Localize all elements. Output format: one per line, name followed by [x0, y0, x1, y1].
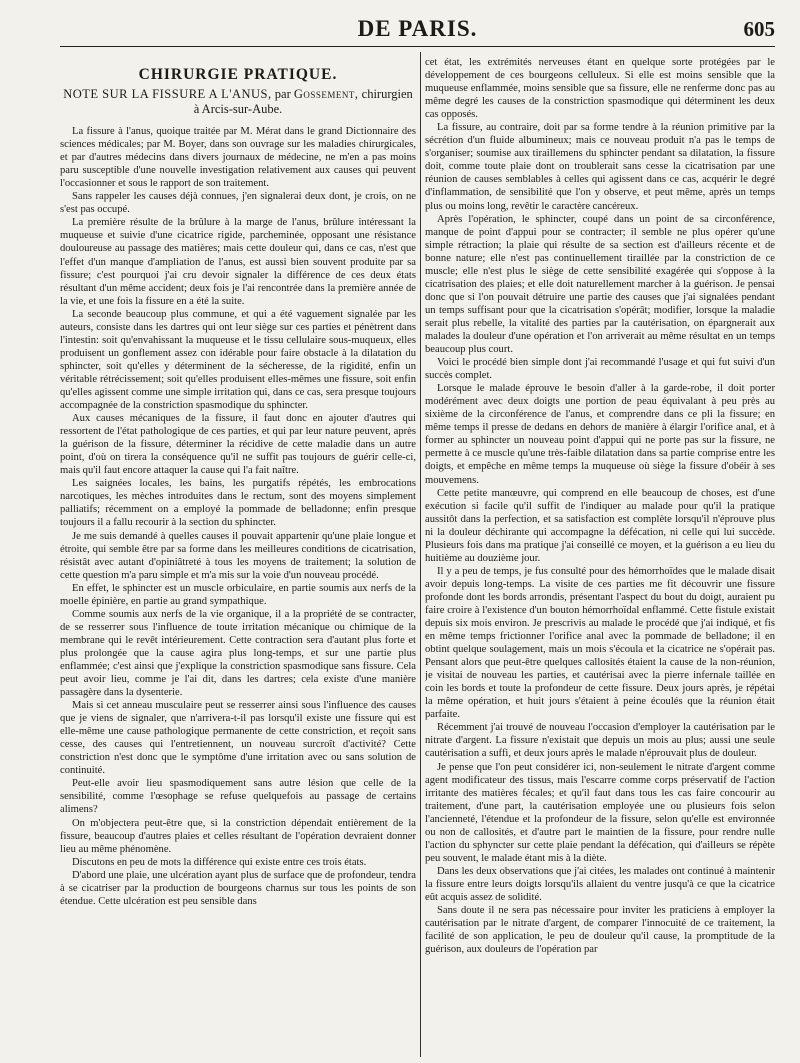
- column-rule: [420, 52, 421, 1057]
- article-heading: [60, 87, 416, 117]
- article-author: Gossement,: [293, 87, 359, 102]
- paragraph: Après l'opération, le sphincter, coupé dans un point de sa circonférence, manque de point d'appui pour se contracter; il semble ne plus opérer qu'une simple rétraction; la plaie qui résulte de sa section est d'ailleurs récente et de bonne nature; elle n'est pas continuellement tiraillée par la constriction de ce muscle; elle n'est plus le siège de cette sensibilité exagérée qui s'oppose à la cicatrisation des plaies; et elle doit naturellement marcher à la guérison. Je pensai donc que si l'on pouvait détruire une partie des causes que j'ai signalées pendant un temps suffisant pour que la cicatrisation s'opérât; modifier, lorsque la maladie serait plus rebelle, la vitalité des parties par la cautérisation, on épargnerait aux malades la douleur d'une opération et l'on arriverait au même résultat en un temps beaucoup plus court.: [425, 213, 775, 356]
- paragraph: Récemment j'ai trouvé de nouveau l'occasion d'employer la cautérisation par le nitrate d'argent. La fissure n'existait que depuis un mois au plus; aussi une seule cautérisation a suffi, et deux jours après le malade n'éprouvait plus de douleur.: [425, 722, 775, 760]
- paragraph: La seconde beaucoup plus commune, et qui a été vaguement signalée par les auteurs, consiste dans les dartres qui ont leur siège sur ces parties et pénètrent dans l'intestin: soit qu'envahissant la muqueuse et le tissu cellulaire sous-muqueux, elles produisent un gonflement assez con idérable pour faire obstacle à la dilatation du sphincter, soit qu'elles y déterminent de la sécheresse, de la rigidité, enfin un véritable rétrécissement; soit qu'elles produisent elles-mêmes une fissure, soit enfin qu'elles agissent comme une simple irritation qui, dans ce cas, sera presque toujours accompagnée de la constriction spasmodique du sphincter.: [60, 308, 416, 412]
- paragraph: Peut-elle avoir lieu spasmodiquement sans autre lésion que celle de la sensibilité, comme l'œsophage se refuse quelquefois au passage de certains alimens?: [60, 778, 416, 816]
- paragraph: Je pense que l'on peut considérer ici, non-seulement le nitrate d'argent comme agent modificateur des tissus, mais l'escarre comme corps préservatif de l'action irritante des matières fécales; et qu'il faut dans tous les cas faire concourir au traitement, d'une part, la cautérisation employée une ou plusieurs fois selon l'ancienneté, l'étendue et la profondeur de la fissure, selon qu'elle est environnée ou non de callosités, et d'autre part le maintien de la fissure, pour rendre nulle l'action du sphyncter sur cette plaie pendant la défécation, qui d'ailleurs se répète peu souvent, le malade étant mis à la diète.: [425, 761, 775, 864]
- right-column: [425, 56, 775, 1061]
- paragraph: La fissure, au contraire, doit par sa forme tendre à la réunion primitive par la sécrétion d'un fluide albumineux; mais ce nouveau produit n'a pas le temps de s'organiser; soumise aux tiraillemens du sphincter pendant sa dilatation, la fissure doit, comme toute plaie dont on troublerait sans cesse la cicatrisation par une réunion de causes semblables à celles qui agissent dans ce cas, acquérir le degré d'inflammation, de sensibilité que l'on y observe, et peut même, après un temps plus ou moins long, revêtir le caractère cancéreux.: [425, 122, 775, 212]
- paragraph: Il y a peu de temps, je fus consulté pour des hémorrhoïdes que le malade disait avoir depuis long-temps. La visite de ces parties me fit découvrir une fissure profonde dont les bords arrondis, présentant l'aspect du bout du doigt, auraient pu faire croire à l'existence d'un bouton hémorrhoïdal enflammé. Cette fistule existait depuis six mois environ. Je prescrivis au malade le procédé que j'ai indiqué, et fis en même temps frictionner l'orifice anal avec la pommade de belladone; il en obtint quelque soulagement, mais un mois s'écoula et la cicatrice ne s'opérait pas. Pensant alors que peut-être quelques callosités étaient la cause de la non-réunion, je visitai de nouveau les parties, et cautérisai avec la pierre infernale taillée en coin les bords et toute la profondeur de cette fissure. Deux jours après, je répétai la même opération, et huit jours s'étaient à peine écoulés que la réunion était parfaite.: [425, 565, 775, 721]
- paragraph: Dans les deux observations que j'ai citées, les malades ont continué à maintenir la fissure entre leurs doigts lorsqu'ils allaient du ventre jusqu'à ce que la cicatrice eût acquis assez de solidité.: [425, 865, 775, 903]
- article-author-role: chirurgien à Arcis-sur-Aube.: [193, 87, 413, 117]
- left-column: [60, 52, 416, 1057]
- paragraph: Discutons en peu de mots la différence qui existe entre ces trois états.: [72, 856, 367, 868]
- paragraph: En effet, le sphincter est un muscle orbiculaire, en partie soumis aux nerfs de la moelle épinière, en partie au grand sympathique.: [60, 582, 416, 607]
- paragraph: D'abord une plaie, une ulcération ayant plus de surface que de profondeur, tendra à se cicatriser par la production de bourgeons charnus sur tous les points de son étendue. Cette ulcération est peu sensible dans: [60, 869, 416, 907]
- left-body-text: [60, 125, 416, 908]
- running-header: [60, 16, 775, 47]
- paragraph: Je me suis demandé à quelles causes il pouvait appartenir qu'une plaie longue et étroite, qui semble être par sa forme dans les meilleures conditions de cicatrisation, résistât avec autant d'opiniâtreté à tous les moyens de traitement; la solution de cette question m'a paru simple et m'a mis sur la voie d'un nouveau procédé.: [60, 530, 416, 581]
- paragraph: La fissure à l'anus, quoique traitée par M. Mérat dans le grand Dictionnaire des sciences médicales; par M. Boyer, dans son ouvrage sur les maladies chirurgicales, et par d'autres médecins dans divers journaux de médecine, ne m'en a pas moins paru susceptible d'une nouvelle investigation relativement aux causes qui peuvent l'occasionner et sous le rapport de son traitement.: [60, 126, 416, 190]
- page-number: 605: [743, 17, 775, 41]
- paragraph: Mais si cet anneau musculaire peut se resserrer ainsi sous l'influence des causes que je viens de signaler, que n'arrivera-t-il pas lorsqu'il existe une fissure qui est elle-même une cause pathologique permanente de cette constriction, et reçoit sans cesse, des causes qui l'entretiennent, un nouveau surcroît d'activité? Cette constriction n'est donc que le symptôme d'une irritation avec ou sans solution de continuité.: [60, 700, 416, 777]
- paragraph: La première résulte de la brûlure à la marge de l'anus, brûlure intéressant la muqueuse et suivie d'une cicatrice rigide, parcheminée, opposant une résistance douloureuse au passage des matières; mais cette douleur qui, dans ce cas, n'est que l'effet d'un manque d'ampliation de l'anus, est aussi bien souvent produite par sa fissure; c'est pourquoi j'ai cru devoir signaler la différence de ces deux états résultant d'un même accident; deux fois je l'ai rencontrée dans la première année de la vie, et une fois la fissure en a été la suite.: [60, 217, 416, 307]
- paragraph: Voici le procédé bien simple dont j'ai recommandé l'usage et qui fut suivi d'un succès complet.: [425, 357, 775, 382]
- paragraph: Lorsque le malade éprouve le besoin d'aller à la garde-robe, il doit porter modérément avec deux doigts une portion de peau équivalant à peu près au sixième de la circonférence de l'anus, et comprendre dans ce pli la fissure; en même temps il presse de dedans en dehors de manière à élargir l'orifice anal, et à former au sphincter un nouveau point d'appui qui ne porte pas sur la fissure, ne permette à ce muscle qu'une très-faible dilatation dans sa partie comprise entre les doigts, et empêche en même temps la muqueuse où siège la fissure d'obéir à ses mouvemens.: [425, 383, 775, 486]
- paragraph: Les saignées locales, les bains, les purgatifs répétés, les embrocations narcotiques, les mèches introduites dans le rectum, sont des moyens simplement palliatifs; récemment on a employé la pommade de belladonne; enfin presque toujours il a fallu recourir à la section du sphincter.: [60, 478, 416, 529]
- paragraph: Cette petite manœuvre, qui comprend en elle beaucoup de choses, est d'une exécution si facile qu'il suffit de l'indiquer au malade pour qu'il la pratique aussitôt dans la perfection, et sa satisfaction est complète lorsqu'il n'éprouve plus ni la douleur déchirante qui accompagne la défécation, ni celle qui lui succède. Plusieurs fois dans ma pratique j'ai conseillé ce moyen, et la guérison a eu lieu du huitième au douzième jour.: [425, 487, 775, 564]
- paragraph: Aux causes mécaniques de la fissure, il faut donc en ajouter d'autres qui ressortent de l'état pathologique de ces parties, et qui par leur nature peuvent, après la guérison de la fissure, déterminer la récidive de cette maladie dans un autre point, d'où on tirera la conséquence qu'il ne suffit pas toujours de guérir celle-ci, mais qu'il faut encore attaquer la cause qui l'a fait naître.: [60, 413, 416, 477]
- paragraph: Sans rappeler les causes déjà connues, j'en signalerai deux dont, je crois, on ne s'est pas occupé.: [60, 191, 416, 216]
- article-by: par: [274, 87, 291, 102]
- running-title: DE PARIS.: [357, 16, 478, 41]
- paragraph: Comme soumis aux nerfs de la vie organique, il a la propriété de se contracter, de se resserrer sous l'influence de toute irritation mécanique ou chimique de la membrane qui le revêt intérieurement. Cette contraction sera d'autant plus forte et plus prolongée que la cause agira plus long-temps, et sur une partie plus enflammée; c'est ainsi que j'explique la constriction spasmodique sans fissure. Cela peut avoir lieu, comme je l'ai dit, dans les dartres; cela existe d'une manière passagère dans la dysenterie.: [60, 608, 416, 699]
- section-title: CHIRURGIE PRATIQUE.: [138, 66, 338, 83]
- right-body-text: [425, 56, 775, 956]
- paragraph: Sans doute il ne sera pas nécessaire pour inviter les praticiens à employer la cautérisation par le nitrate d'argent, de comparer l'innocuité de ce traitement, la facilité de son application, le peu de douleur qu'il cause, la promptitude de la guérison, aux douleurs de l'opération par: [425, 905, 775, 956]
- article-title: NOTE SUR LA FISSURE A L'ANUS,: [63, 87, 272, 102]
- paragraph: On m'objectera peut-être que, si la constriction dépendait entièrement de la fissure, beaucoup d'autres plaies et celles résultant de l'opération devraient donner lieu au même phénomène.: [60, 817, 416, 855]
- paragraph: cet état, les extrémités nerveuses étant en quelque sorte protégées par le développement de ces bourgeons celluleux. Si elle est moins sensible que la muqueuse enflammée, moins sensible que sa fissure, elle ne renferme donc pas au même degré les causes de la constriction spasmodique qui déterminent les deux cas opposés.: [425, 57, 775, 121]
